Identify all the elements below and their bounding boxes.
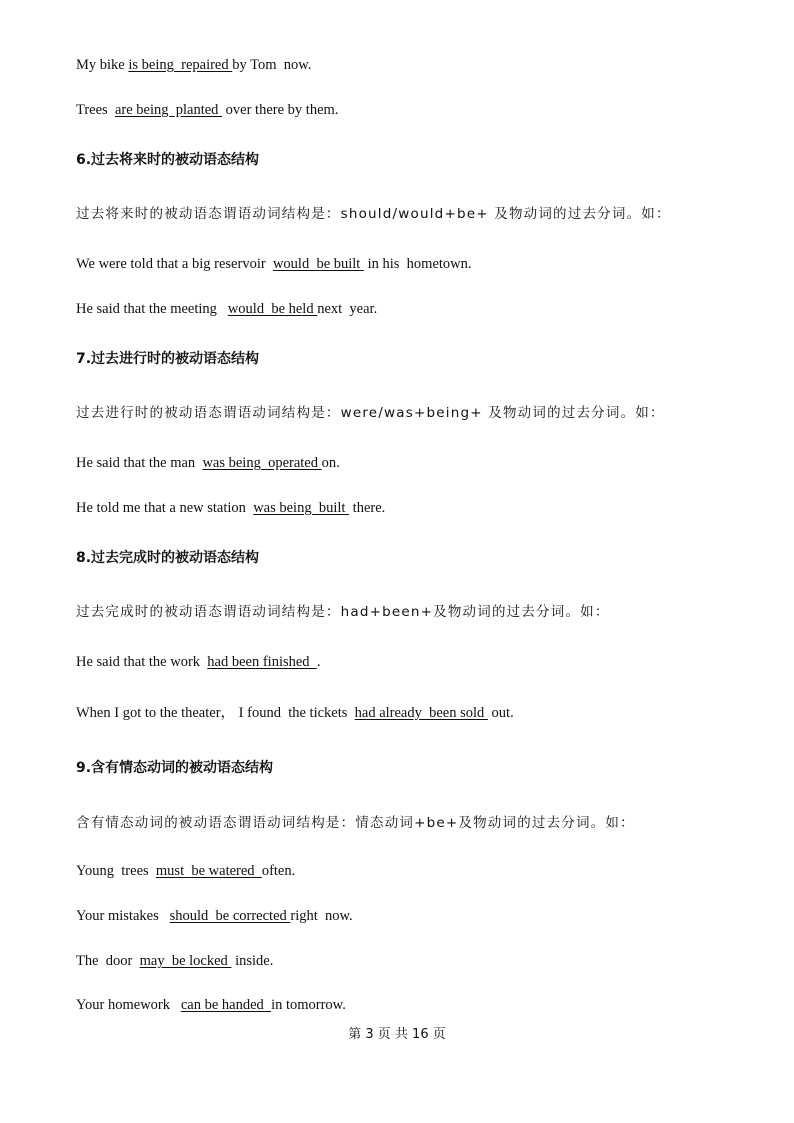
sentence-text: . (316, 654, 321, 670)
sentence-text: in his hometown. (363, 256, 472, 272)
section-heading-7: 7.过去进行时的被动语态结构 (76, 351, 260, 367)
example-sentence (76, 704, 514, 722)
example-sentence (76, 653, 320, 671)
sentence-text: inside. (231, 953, 274, 969)
sentence-text: We were told that a big reservoir (76, 256, 273, 272)
sentence-text: He told me that a new station (76, 500, 254, 516)
underlined-verb-phrase: had already been sold (354, 705, 488, 721)
sentence-text: out. (487, 705, 514, 721)
sentence-text: Your mistakes (76, 908, 170, 924)
page-number-footer: 第 3 页 共 16 页 (348, 1027, 446, 1042)
underlined-verb-phrase: would be held (227, 301, 318, 317)
underlined-verb-phrase: would be built (272, 256, 364, 272)
example-sentence (76, 255, 472, 273)
underlined-verb-phrase: is being repaired (128, 57, 233, 73)
sentence-text: right now. (290, 908, 353, 924)
underlined-verb-phrase: had been finished (207, 654, 317, 670)
sentence-text: there. (349, 500, 386, 516)
example-sentence (76, 862, 295, 880)
section-note-8: 过去完成时的被动语态谓语动词结构是：had+been+及物动词的过去分词。如： (76, 604, 610, 620)
section-note-9: 含有情态动词的被动语态谓语动词结构是：情态动词+be+及物动词的过去分词。如： (76, 815, 635, 831)
sentence-text: The door (76, 953, 140, 969)
example-sentence (76, 952, 273, 970)
example-sentence (76, 101, 338, 119)
sentence-text: over there by them. (222, 102, 339, 118)
section-heading-9: 9.含有情态动词的被动语态结构 (76, 760, 274, 776)
sentence-text: by Tom now. (232, 57, 312, 73)
example-sentence (76, 907, 353, 925)
section-note-7: 过去进行时的被动语态谓语动词结构是：were/was+being+ 及物动词的过去分词。如： (76, 405, 665, 421)
sentence-text: He said that the man (76, 455, 203, 471)
underlined-verb-phrase: can be handed (180, 997, 272, 1013)
underlined-verb-phrase: was being built (253, 500, 350, 516)
section-heading-8: 8.过去完成时的被动语态结构 (76, 550, 260, 566)
sentence-text: He said that the meeting (76, 301, 228, 317)
example-sentence (76, 996, 346, 1014)
example-sentence (76, 300, 377, 318)
sentence-text: on. (321, 455, 340, 471)
example-sentence (76, 56, 311, 74)
sentence-text: often. (261, 863, 296, 879)
section-note-6: 过去将来时的被动语态谓语动词结构是：should/would+be+ 及物动词的过去分词。如： (76, 206, 671, 222)
sentence-text: Young trees (76, 863, 156, 879)
sentence-text: next year. (317, 301, 378, 317)
sentence-text: He said that the work (76, 654, 208, 670)
section-heading-6: 6.过去将来时的被动语态结构 (76, 152, 260, 168)
sentence-text: When I got to the theater， I found the tickets (76, 705, 355, 721)
underlined-verb-phrase: may be locked (139, 953, 232, 969)
sentence-text: Your homework (76, 997, 181, 1013)
sentence-text: in tomorrow. (271, 997, 346, 1013)
underlined-verb-phrase: must be watered (155, 863, 262, 879)
underlined-verb-phrase: are being planted (114, 102, 223, 118)
underlined-verb-phrase: should be corrected (169, 908, 291, 924)
example-sentence (76, 454, 340, 472)
sentence-text: My bike (76, 57, 129, 73)
example-sentence (76, 499, 385, 517)
sentence-text: Trees (76, 102, 115, 118)
underlined-verb-phrase: was being operated (202, 455, 322, 471)
